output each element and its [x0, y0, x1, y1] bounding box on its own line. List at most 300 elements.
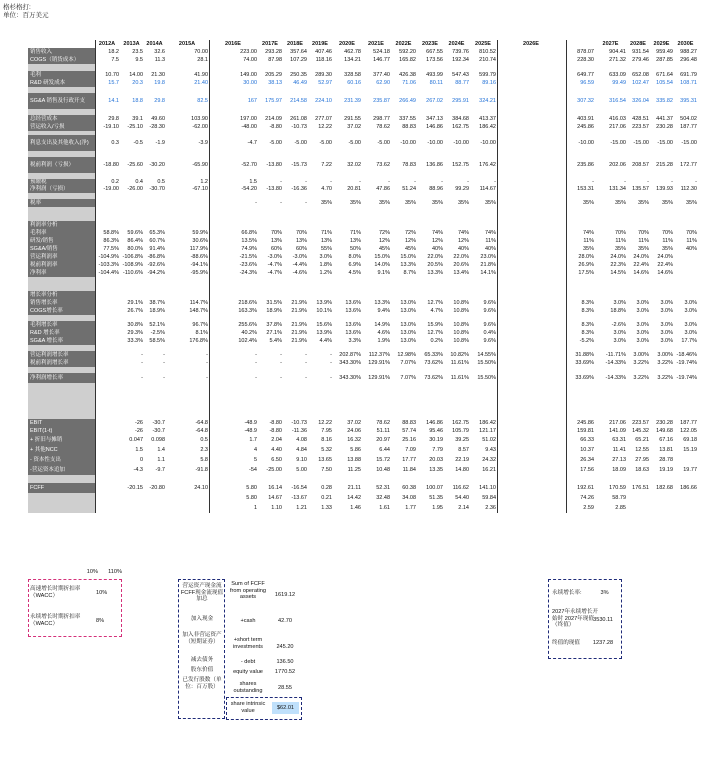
- cell: -67.10: [192, 186, 208, 192]
- cell: 13.35: [429, 467, 443, 473]
- cell: 5.80: [246, 495, 257, 501]
- cell: 3.0%: [636, 308, 649, 314]
- cell: 34.08: [402, 495, 416, 501]
- cell: 71%: [320, 230, 332, 236]
- cell: 224.10: [315, 98, 332, 104]
- cell: 26.34: [580, 457, 594, 463]
- cell: 21.30: [151, 72, 165, 78]
- cell: 22.0%: [453, 254, 469, 260]
- cell: 7.07%: [400, 375, 416, 381]
- cell: -4.7%: [267, 270, 282, 276]
- cell: -: [141, 375, 143, 381]
- cell: 14.55%: [477, 352, 496, 358]
- cell: 1.5: [135, 447, 143, 453]
- row-label: 税前利润率: [28, 261, 95, 269]
- cell: 20.6%: [453, 262, 469, 268]
- cell: 384.68: [452, 116, 469, 122]
- cell: -10.73: [291, 124, 307, 130]
- cell: 326.04: [632, 98, 649, 104]
- row-label: [28, 383, 95, 419]
- cell: 3.0%: [636, 322, 649, 328]
- cell: 403.91: [577, 116, 594, 122]
- cell: -14.33%: [605, 360, 626, 366]
- cell: -30.7: [152, 420, 165, 426]
- cell: 51.35: [429, 495, 443, 501]
- cell: 74.00: [243, 57, 257, 63]
- cell: 2.36: [485, 505, 496, 511]
- cell: -: [206, 352, 208, 358]
- row-label: 销售收入: [28, 48, 95, 56]
- cell: -: [305, 352, 307, 358]
- cell: 10.8%: [453, 308, 469, 314]
- cell: 16.32: [347, 437, 361, 443]
- cell: 1.2%: [319, 270, 332, 276]
- cell: -108.9%: [122, 262, 143, 268]
- cell: 2015A: [178, 41, 196, 47]
- cell: 217.06: [609, 420, 626, 426]
- cell: 105.79: [452, 428, 469, 434]
- cell: 13.0%: [400, 338, 416, 344]
- cell: 14.6%: [633, 270, 649, 276]
- sti-label: +short term investments: [233, 637, 263, 650]
- cell: 18.9%: [266, 308, 282, 314]
- cell: 215.28: [656, 162, 673, 168]
- cell: 214.58: [290, 98, 307, 104]
- cell: -: [441, 179, 443, 185]
- cell: 1.46: [350, 505, 361, 511]
- cell: 35%: [378, 200, 390, 206]
- cell: 30.8%: [127, 322, 143, 328]
- cell: 3.0%: [684, 308, 697, 314]
- cell: 2029E: [653, 41, 670, 47]
- cell: -88.6%: [190, 254, 208, 260]
- cell: 7.09: [405, 447, 416, 453]
- cell: 9.10: [296, 457, 307, 463]
- cell: 11%: [583, 238, 594, 244]
- cell: -30.7: [152, 428, 165, 434]
- cell: 11.61%: [450, 375, 469, 381]
- cell: 159.81: [577, 428, 594, 434]
- cell: -26: [135, 420, 143, 426]
- cell: -15.00: [633, 140, 649, 146]
- cell: 2.04: [271, 437, 282, 443]
- cell: 21.11: [347, 485, 361, 491]
- table-row: [28, 427, 720, 435]
- cell: 1: [253, 505, 257, 511]
- row-label: 净利率: [28, 269, 95, 277]
- cell: 7.50: [321, 467, 332, 473]
- cell: 5: [253, 457, 257, 463]
- cell: 40.2%: [241, 330, 257, 336]
- cell: 493.99: [426, 72, 443, 78]
- cell: -30.20: [149, 162, 165, 168]
- row-label: COGS（销货成本）: [28, 56, 95, 64]
- cell: 9.1%: [377, 270, 390, 276]
- cell: 60%: [270, 246, 282, 252]
- cell: 22.4%: [633, 262, 649, 268]
- cell: 1.9%: [377, 338, 390, 344]
- cell: 29.8: [108, 116, 119, 122]
- cell: -19.00: [103, 186, 119, 192]
- cell: 28.0%: [578, 254, 594, 260]
- cell: -4.6%: [292, 270, 307, 276]
- cell: -30.70: [149, 186, 165, 192]
- cell: 27.13: [612, 457, 626, 463]
- cell: 52.97: [318, 80, 332, 86]
- cell: 633.09: [609, 72, 626, 78]
- cell: 35%: [661, 246, 673, 252]
- table-row: [28, 253, 720, 261]
- cell: 5.86: [350, 447, 361, 453]
- cell: 14.00: [129, 72, 143, 78]
- cell: 0: [139, 457, 143, 463]
- cell: 186.42: [479, 420, 496, 426]
- cell: 70%: [637, 230, 649, 236]
- cell: -28.30: [149, 124, 165, 130]
- cell: 2.3: [200, 447, 208, 453]
- cell: 60.16: [347, 80, 361, 86]
- cell: 9.6%: [483, 322, 496, 328]
- row-label: [28, 475, 95, 483]
- cell: 69.18: [683, 437, 697, 443]
- cell: 20.3: [132, 80, 143, 86]
- cell: 2.85: [615, 505, 626, 511]
- cell: 3.0%: [660, 300, 673, 306]
- cell: 66.8%: [241, 230, 257, 236]
- cell: 87.98: [268, 57, 282, 63]
- cell: 37.02: [347, 420, 361, 426]
- row-label: 利息支出及其他收入(净): [28, 135, 95, 151]
- cell: 182.68: [656, 485, 673, 491]
- row-label: 营运收入/亏损: [28, 123, 95, 131]
- cell: 29.1%: [127, 300, 143, 306]
- cell: 45%: [378, 246, 390, 252]
- cell: 13.0%: [400, 300, 416, 306]
- debt-value: 136.50: [276, 659, 294, 665]
- cell: 17.5%: [578, 270, 594, 276]
- cell: -: [163, 360, 165, 366]
- cell: 4.08: [296, 437, 307, 443]
- table-row: [28, 48, 720, 56]
- cell: 18.9%: [149, 308, 165, 314]
- cell: 24.32: [482, 457, 496, 463]
- table-row: [28, 455, 720, 465]
- table-row: [28, 245, 720, 253]
- table-row: [28, 199, 720, 207]
- cell: 13.0%: [400, 322, 416, 328]
- cell: 24.0%: [633, 254, 649, 260]
- cell: -0.5: [133, 140, 143, 146]
- cell: 35%: [457, 200, 469, 206]
- cell: 146.86: [426, 124, 443, 130]
- cell: [566, 40, 595, 48]
- cell: 3.22%: [633, 360, 649, 366]
- cell: -13.80: [266, 162, 282, 168]
- add-cash-label: 加入现金: [190, 616, 214, 622]
- cell: 205.29: [265, 72, 282, 78]
- cell: 0.28: [321, 485, 332, 491]
- cell: -86.8%: [147, 254, 165, 260]
- cell: -25.10: [127, 124, 143, 130]
- cell: 29.8: [154, 98, 165, 104]
- cell: 23.5: [132, 49, 143, 55]
- cell: 18.09: [612, 467, 626, 473]
- cell: 39.1: [132, 116, 143, 122]
- cell: 14.67: [268, 495, 282, 501]
- cell: -110.6%: [122, 270, 143, 276]
- table-row: [28, 493, 720, 503]
- cell: -95.9%: [190, 270, 208, 276]
- cell: 4.5%: [348, 270, 361, 276]
- cell: 45%: [404, 246, 416, 252]
- year-header-row: [28, 40, 720, 48]
- cell: -24.3%: [239, 270, 257, 276]
- cell: -5.00: [377, 140, 390, 146]
- table-row: [28, 307, 720, 315]
- cell: -48.9: [244, 428, 257, 434]
- cell: 2.59: [583, 505, 594, 511]
- cell: 2024E: [448, 41, 465, 47]
- cell: 129.91%: [368, 360, 390, 366]
- cell: 8.3%: [581, 330, 594, 336]
- cell: -48.9: [244, 420, 257, 426]
- cell: 2023E: [422, 41, 438, 47]
- cell: 547.43: [452, 72, 469, 78]
- tv-value: 3530.11: [593, 617, 613, 623]
- cell: 112.37%: [368, 352, 390, 358]
- cell: 377.40: [373, 72, 390, 78]
- cell: 96.59: [580, 80, 594, 86]
- cell: 21.9%: [291, 330, 307, 336]
- wacc-perp-label: 永续增长时期折扣率（WACC）: [30, 614, 81, 627]
- cell: 2022E: [395, 41, 412, 47]
- cell: 122.05: [680, 428, 697, 434]
- cell: -5.00: [294, 140, 307, 146]
- cell: 12.22: [318, 420, 332, 426]
- cell: -: [330, 352, 332, 358]
- cell: 17.7%: [681, 338, 697, 344]
- cell: 11%: [485, 238, 496, 244]
- cell: 2012A: [98, 41, 116, 47]
- table-row: [28, 465, 720, 475]
- cell: 187.77: [680, 420, 697, 426]
- cell: 0.3: [111, 140, 119, 146]
- cell: 13.65: [318, 457, 332, 463]
- cell: 1.33: [321, 505, 332, 511]
- row-label: 总经营成本: [28, 115, 95, 123]
- cell: -: [305, 179, 307, 185]
- cell: 13.6%: [345, 300, 361, 306]
- cell: -25.00: [266, 467, 282, 473]
- cell: 35%: [614, 200, 626, 206]
- sum-fcff-value: 1619.12: [274, 592, 296, 598]
- cell: 13%: [270, 238, 282, 244]
- cell: 38.13: [268, 80, 282, 86]
- cell: 10.8%: [453, 330, 469, 336]
- cell: -65.90: [192, 162, 208, 168]
- cell: 136.86: [426, 162, 443, 168]
- cell: -4.7%: [267, 262, 282, 268]
- cell: 78.62: [376, 420, 390, 426]
- cell: 13%: [320, 238, 332, 244]
- cell: -5.00: [348, 140, 361, 146]
- cell: -: [141, 352, 143, 358]
- cell: 20.81: [347, 186, 361, 192]
- cell: 59.6%: [127, 230, 143, 236]
- cell: 35%: [320, 200, 332, 206]
- cell: -91.8: [195, 467, 208, 473]
- cell: -15.00: [681, 140, 697, 146]
- cell: 167: [247, 98, 257, 104]
- cell: 19.19: [659, 467, 673, 473]
- cell: -: [359, 179, 361, 185]
- cell: 22.3%: [610, 262, 626, 268]
- cell: 67.16: [659, 437, 673, 443]
- cell: 186.42: [479, 124, 496, 130]
- cell: 24.10: [194, 485, 208, 491]
- cell: -: [206, 375, 208, 381]
- cell: 13.3%: [427, 270, 443, 276]
- cell: 9.4%: [377, 308, 390, 314]
- cell: 139.93: [656, 186, 673, 192]
- cell: 2027E: [602, 41, 619, 47]
- cell: 599.79: [479, 72, 496, 78]
- table-row: [28, 337, 720, 345]
- cell: 135.57: [632, 186, 649, 192]
- cell: -62.00: [192, 124, 208, 130]
- cell: 24.0%: [610, 254, 626, 260]
- cell: 20.97: [376, 437, 390, 443]
- cell: -19.10: [103, 124, 119, 130]
- cell: 29.3%: [127, 330, 143, 336]
- cell: 21.8%: [480, 262, 496, 268]
- cell: -48.00: [241, 124, 257, 130]
- cell: 15.0%: [374, 254, 390, 260]
- row-label: + 其他NCC: [28, 445, 95, 455]
- cell: 3.0%: [613, 300, 626, 306]
- cell: 15.50%: [477, 360, 496, 366]
- cell: 652.08: [632, 72, 649, 78]
- cell: 230.28: [656, 124, 673, 130]
- cell: 33.3%: [127, 338, 143, 344]
- perp-growth-label: 永续增长率:: [552, 590, 582, 596]
- cell: 35%: [582, 200, 594, 206]
- cell: 1.1: [157, 457, 165, 463]
- cell: 904.41: [609, 49, 626, 55]
- cell: 3.0%: [660, 338, 673, 344]
- cell: -11.36: [291, 428, 307, 434]
- cell: 223.57: [632, 124, 649, 130]
- table-row: [28, 115, 720, 123]
- cell: 347.13: [426, 116, 443, 122]
- cell: 3.0%: [684, 330, 697, 336]
- cell: 307.32: [577, 98, 594, 104]
- cell: 13.9%: [316, 300, 332, 306]
- cell: 1.2: [200, 179, 208, 185]
- cell: 335.82: [656, 98, 673, 104]
- cell: 2028E: [630, 41, 646, 47]
- cell: -8.80: [269, 124, 282, 130]
- cell: 21.9%: [291, 308, 307, 314]
- cell: 407.46: [315, 49, 332, 55]
- row-label: 销售增长率: [28, 299, 95, 307]
- table-row: [28, 277, 720, 291]
- cell: 1.4: [157, 447, 165, 453]
- row-label: 毛利增长率: [28, 321, 95, 329]
- cell: 279.46: [632, 57, 649, 63]
- cell: -2.6%: [611, 322, 626, 328]
- cell: -25.60: [127, 162, 143, 168]
- cell: 71.06: [402, 80, 416, 86]
- cell: -: [280, 179, 282, 185]
- cell: 3.0%: [636, 300, 649, 306]
- cell: 0.047: [129, 437, 143, 443]
- cell: 3.22%: [657, 360, 673, 366]
- cell: 4.70: [321, 186, 332, 192]
- table-row: [28, 185, 720, 193]
- cell: -: [305, 200, 307, 206]
- cell: 58.5%: [149, 338, 165, 344]
- cell: 50%: [349, 246, 361, 252]
- cell: 202.06: [609, 162, 626, 168]
- cell: 223.57: [632, 420, 649, 426]
- cell: 96.7%: [192, 322, 208, 328]
- table-row: [28, 373, 720, 383]
- cell: 2030E: [677, 41, 694, 47]
- cell: 33.69%: [575, 375, 594, 381]
- cell: 11.41: [612, 447, 626, 453]
- cell: 148.7%: [189, 308, 208, 314]
- cell: 11%: [686, 238, 697, 244]
- cell: -: [280, 360, 282, 366]
- cell: 10.1%: [316, 308, 332, 314]
- cell: 7.22: [321, 162, 332, 168]
- cell: -92.6%: [147, 262, 165, 268]
- cell: -: [255, 200, 257, 206]
- cell: 112.30: [680, 186, 697, 192]
- cell: 73.62: [376, 162, 390, 168]
- cell: -64.8: [195, 428, 208, 434]
- cell: 3.0%: [319, 254, 332, 260]
- cell: 32.6: [154, 49, 165, 55]
- cell: -15.73: [291, 162, 307, 168]
- table-row: [28, 261, 720, 269]
- cell: 41.90: [194, 72, 208, 78]
- equity-cn-label: 股东价值: [190, 667, 214, 673]
- cell: -16.54: [291, 485, 307, 491]
- cell: 176.51: [632, 485, 649, 491]
- cell: 261.08: [290, 116, 307, 122]
- cell: 65.3%: [149, 230, 165, 236]
- cell: 73.62%: [424, 375, 443, 381]
- pct-b: 110%: [108, 569, 122, 575]
- cell: -103.3%: [98, 262, 119, 268]
- cell: 95.46: [429, 428, 443, 434]
- cell: 3.0%: [684, 322, 697, 328]
- table-row: [28, 269, 720, 277]
- cell: 5.80: [246, 485, 257, 491]
- cell: 2021E: [368, 41, 384, 47]
- cell: 71%: [349, 230, 361, 236]
- cell: 8.3%: [581, 300, 594, 306]
- cell: 80.11: [429, 80, 443, 86]
- row-label: 增长率分析: [28, 291, 95, 299]
- cell: -: [305, 360, 307, 366]
- add-inv-label: 加入非营运资产（短期证券）: [182, 632, 222, 645]
- cell: 277.07: [315, 116, 332, 122]
- cell: 86.3%: [103, 238, 119, 244]
- cell: -4.7: [247, 140, 257, 146]
